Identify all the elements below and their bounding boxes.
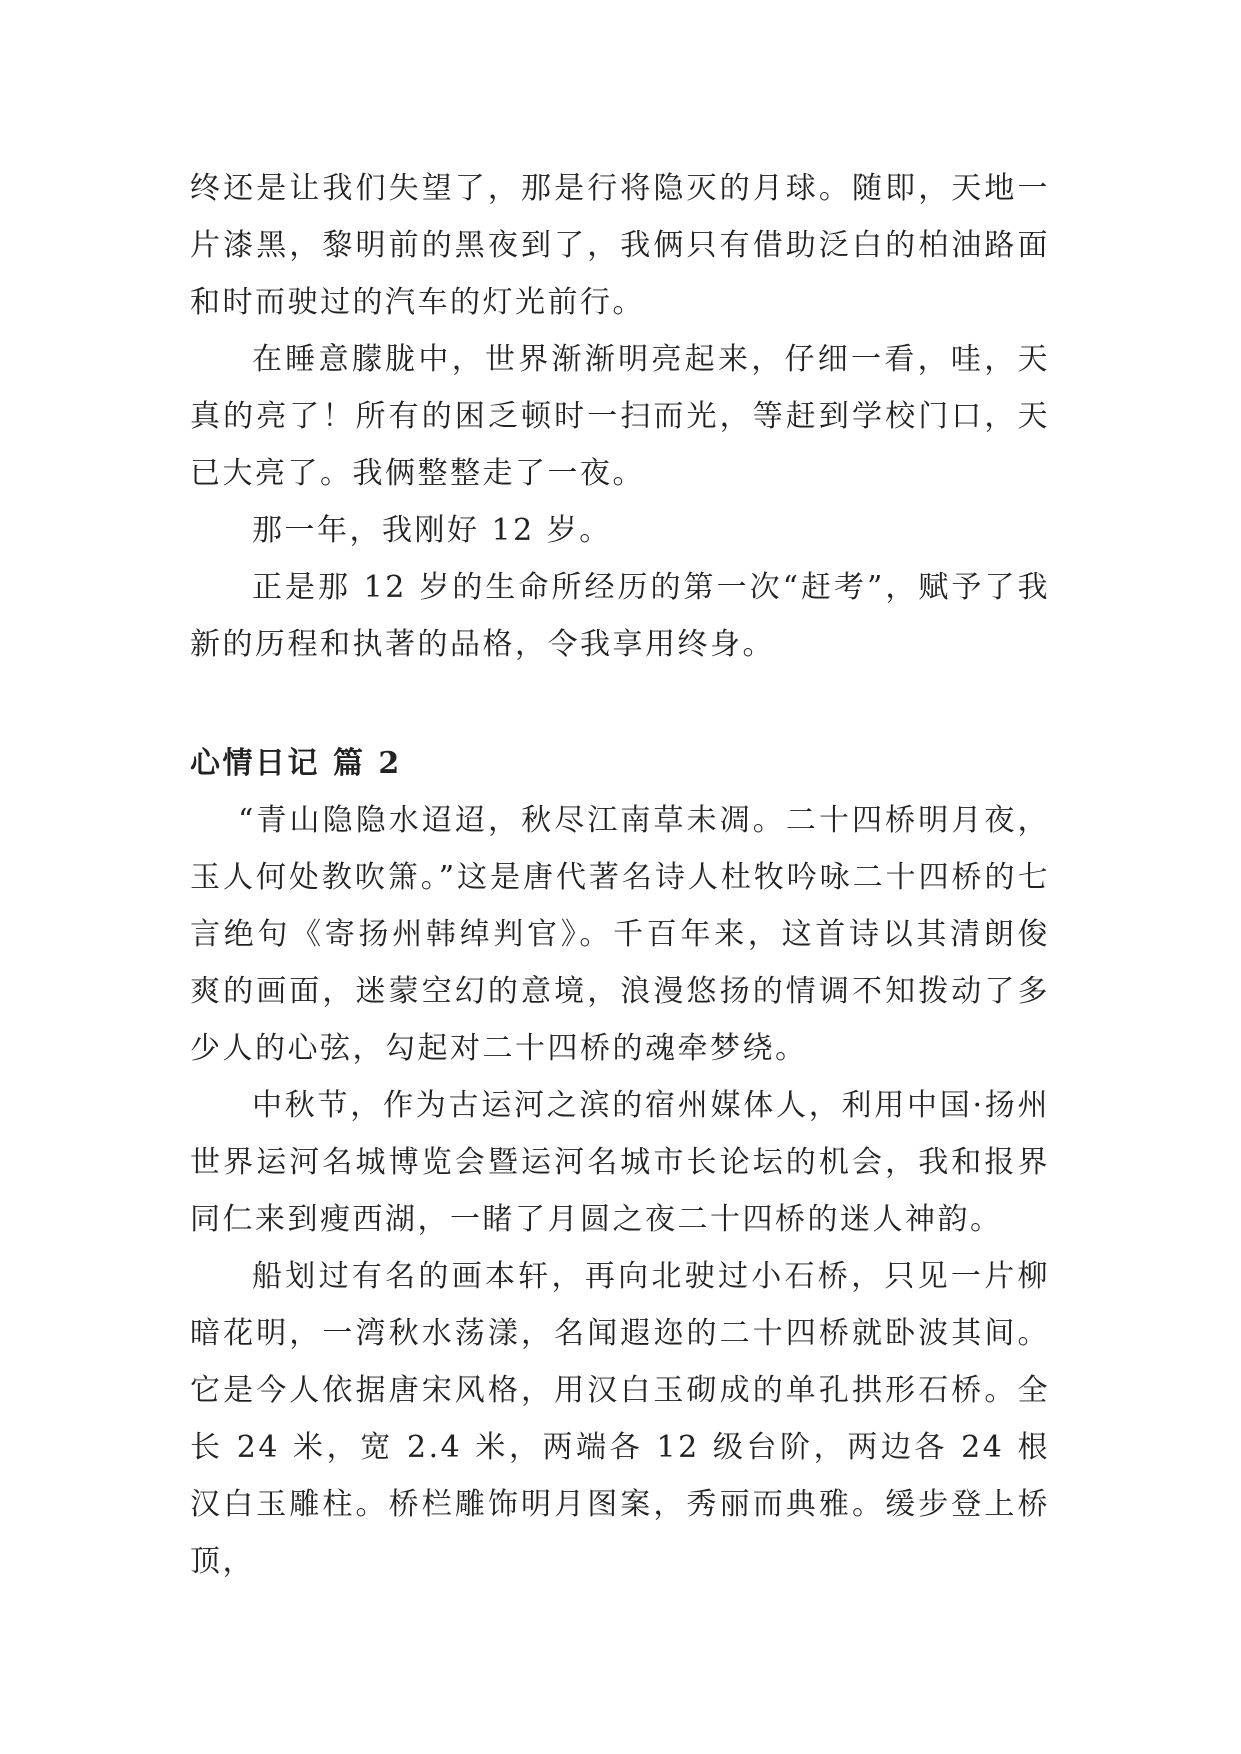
section-spacer xyxy=(190,673,1050,735)
paragraph-continuation: 终还是让我们失望了，那是行将隐灭的月球。随即，天地一片漆黑，黎明前的黑夜到了，我俩只有借助泛白的柏油路面和时而驶过的汽车的灯光前行。 xyxy=(190,171,1050,320)
paragraph-mid-autumn: 中秋节，作为古运河之滨的宿州媒体人，利用中国·扬州世界运河名城博览会暨运河名城市长论坛的机会，我和报界同仁来到瘦西湖，一睹了月圆之夜二十四桥的迷人神韵。 xyxy=(190,1088,1050,1237)
document-body xyxy=(190,160,1050,1590)
paragraph-poem-intro: “青山隐隐水迢迢，秋尽江南草未凋。二十四桥明月夜，玉人何处教吹箫。”这是唐代著名诗人杜牧吟咏二十四桥的七言绝句《寄扬州韩绰判官》。千百年来，这首诗以其清朗俊爽的画面，迷蒙空幻的意境，浪漫悠扬的情调不知拨动了多少人的心弦，勾起对二十四桥的魂牵梦绕。 xyxy=(190,803,1050,1066)
section-title: 心情日记 篇 2 xyxy=(190,746,402,781)
paragraph-age: 那一年，我刚好 12 岁。 xyxy=(252,513,612,548)
paragraph-bridge-description: 船划过有名的画本轩，再向北驶过小石桥，只见一片柳暗花明，一湾秋水荡漾，名闻遐迩的二十四桥就卧波其间。它是今人依据唐宋风格，用汉白玉砌成的单孔拱形石桥。全长 24 米，宽 2.4 米，两端各 12 级台阶，两边各 24 根汉白玉雕柱。桥栏雕饰明月图案，秀丽而典雅。缓步登上桥顶， xyxy=(190,1259,1050,1579)
paragraph-conclusion: 正是那 12 岁的生命所经历的第一次“赶考”，赋予了我新的历程和执著的品格，令我享用终身。 xyxy=(190,570,1050,662)
paragraph-dawn: 在睡意朦胧中，世界渐渐明亮起来，仔细一看，哇，天真的亮了！所有的困乏顿时一扫而光，等赶到学校门口，天已大亮了。我俩整整走了一夜。 xyxy=(190,342,1050,491)
